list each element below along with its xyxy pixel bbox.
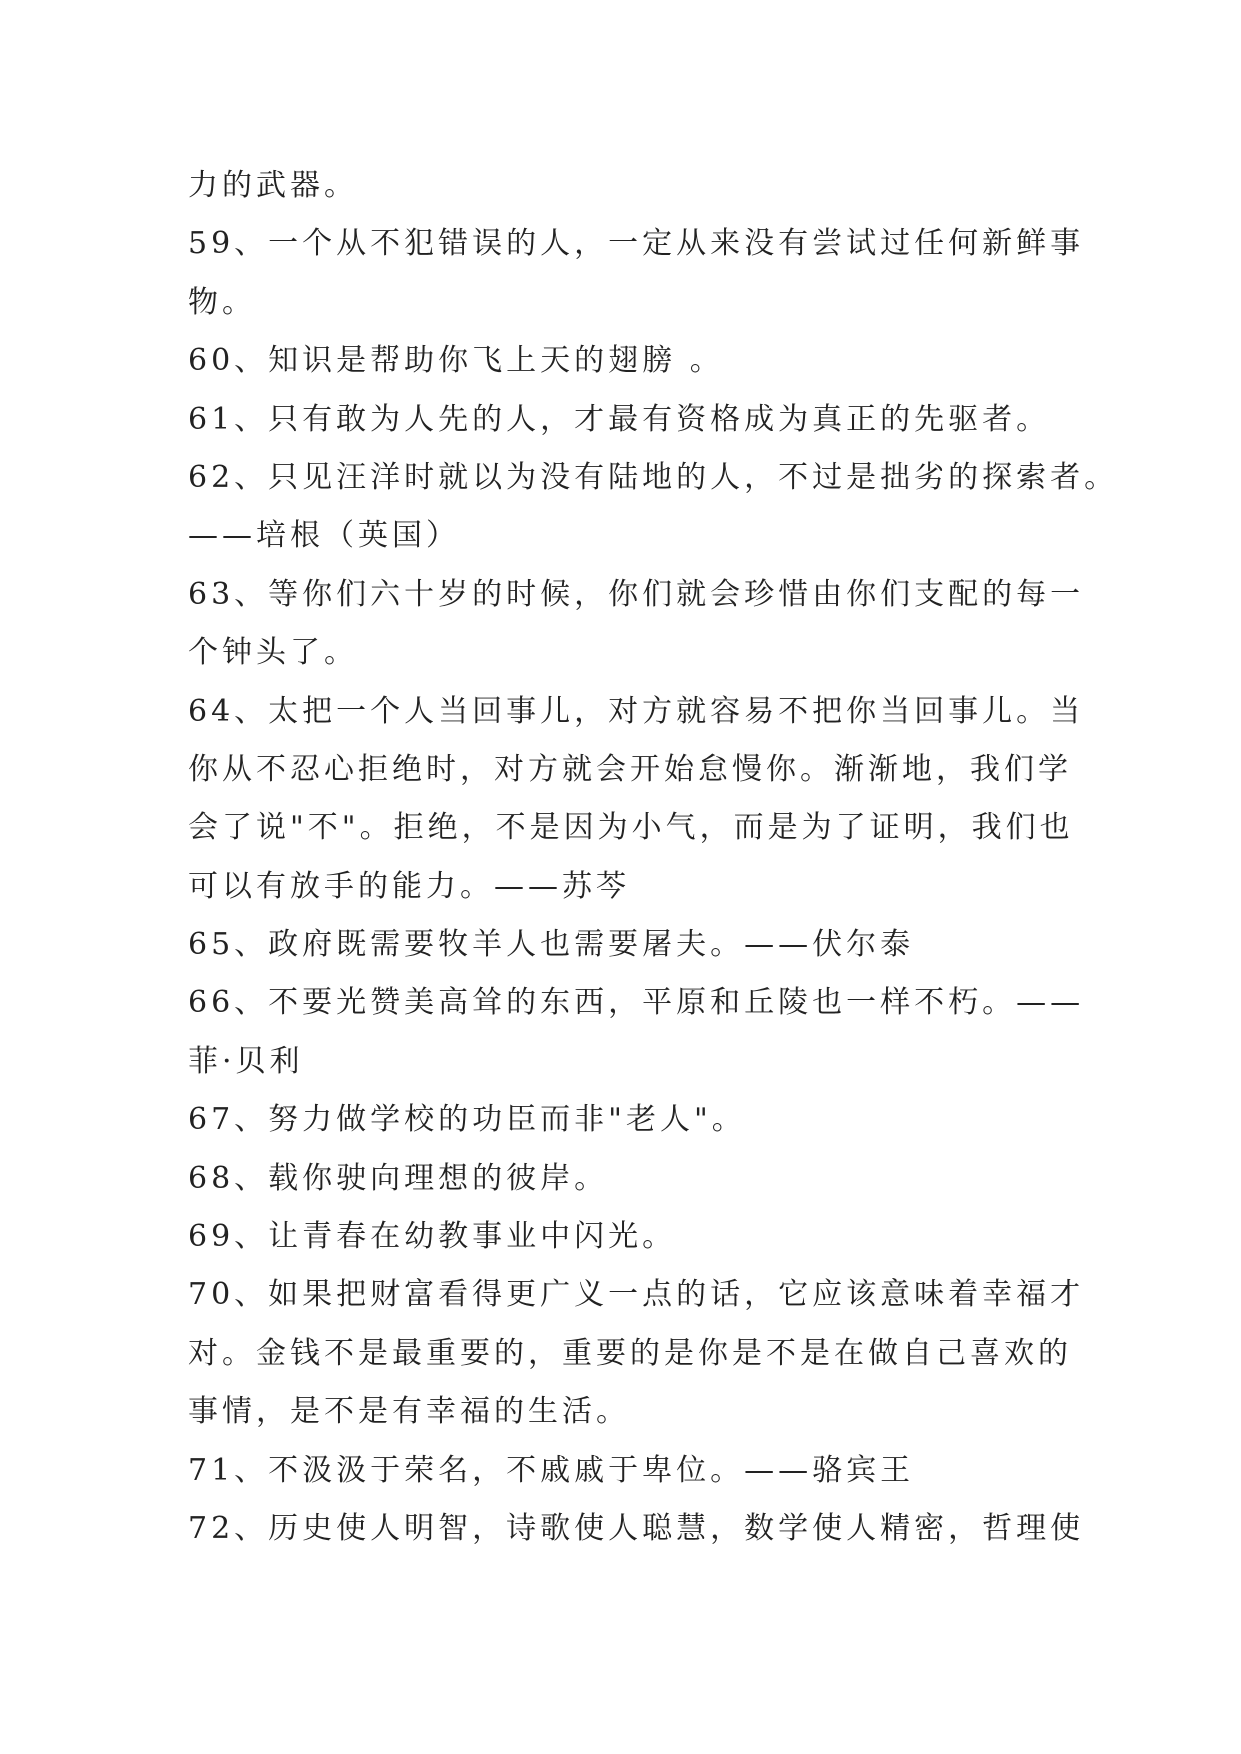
text-line: 菲·贝利 <box>188 1043 304 1079</box>
text-line: 71、不汲汲于荣名，不戚戚于卑位。——骆宾王 <box>188 1452 915 1488</box>
text-line: 物。 <box>188 284 256 320</box>
text-line: 力的武器。 <box>188 168 358 203</box>
text-line: 对。金钱不是最重要的，重要的是你是不是在做自己喜欢的 <box>188 1335 1072 1371</box>
text-line: 60、知识是帮助你飞上天的翅膀 。 <box>188 343 724 379</box>
text-line: 68、载你驶向理想的彼岸。 <box>188 1160 609 1196</box>
text-line: 63、等你们六十岁的时候，你们就会珍惜由你们支配的每一 <box>188 576 1085 612</box>
text-line: ——培根（英国） <box>188 518 460 554</box>
text-line: 个钟头了。 <box>188 635 358 671</box>
text-line: 72、历史使人明智，诗歌使人聪慧，数学使人精密，哲理使 <box>188 1510 1085 1546</box>
text-line: 事情，是不是有幸福的生活。 <box>188 1394 630 1430</box>
text-line: 61、只有敢为人先的人，才最有资格成为真正的先驱者。 <box>188 401 1051 437</box>
text-line: 69、让青春在幼教事业中闪光。 <box>188 1219 677 1255</box>
text-line: 62、只见汪洋时就以为没有陆地的人，不过是拙劣的探索者。 <box>188 459 1119 495</box>
text-line: 65、政府既需要牧羊人也需要屠夫。——伏尔泰 <box>188 927 915 963</box>
document-body <box>188 157 1119 1558</box>
text-line: 你从不忍心拒绝时，对方就会开始怠慢你。渐渐地，我们学 <box>188 751 1072 787</box>
text-line: 可以有放手的能力。——苏芩 <box>188 868 630 904</box>
text-line: 59、一个从不犯错误的人，一定从来没有尝试过任何新鲜事 <box>188 226 1085 262</box>
text-line: 64、太把一个人当回事儿，对方就容易不把你当回事儿。当 <box>188 693 1085 729</box>
text-line: 会了说"不"。拒绝，不是因为小气，而是为了证明，我们也 <box>188 810 1074 846</box>
text-line: 70、如果把财富看得更广义一点的话，它应该意味着幸福才 <box>188 1277 1085 1313</box>
text-line: 67、努力做学校的功臣而非"老人"。 <box>188 1102 746 1138</box>
text-line: 66、不要光赞美高耸的东西，平原和丘陵也一样不朽。—— <box>188 985 1085 1021</box>
